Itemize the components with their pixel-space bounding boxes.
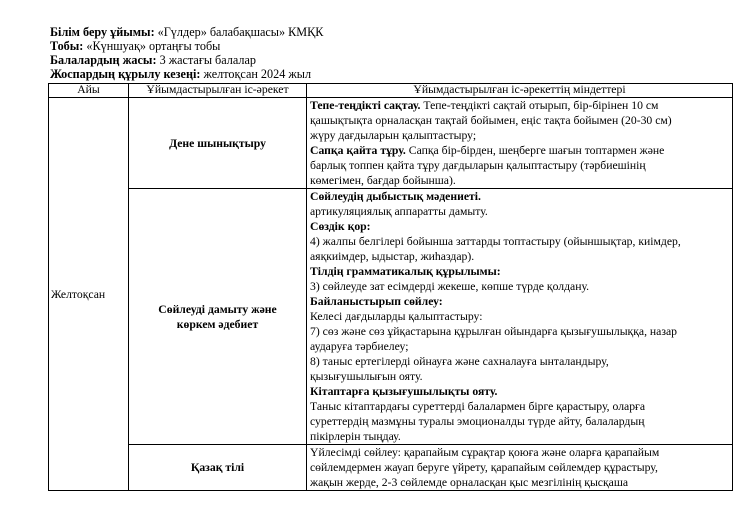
task-text: қызығушылығын ояту.: [310, 370, 423, 383]
period-label: Жоспардың құрылу кезеңі:: [50, 67, 201, 81]
task-heading: Тепе-теңдікті сақтау.: [310, 99, 421, 112]
task-line: [310, 429, 730, 444]
tasks-cell: [307, 189, 733, 445]
activity-cell: Дене шынықтыру: [129, 98, 307, 189]
task-line: [310, 354, 730, 369]
age-value: 3 жастағы балалар: [156, 53, 256, 67]
task-text: аударуға тәрбиелеу;: [310, 340, 409, 353]
task-text: сөйлемдермен жауап беруге үйрету, қарапайым сөйлемдер құрастыру,: [310, 461, 658, 474]
task-text: 8) таныс ертегілерді ойнауға және сахналауға ынталандыру,: [310, 355, 609, 368]
task-heading: Тілдің грамматикалық құрылымы:: [310, 265, 501, 278]
task-line: [310, 369, 730, 384]
table-row: [49, 189, 733, 445]
task-text: Үйлесімді сөйлеу: қарапайым сұрақтар қоюға және оларға қарапайым: [310, 446, 660, 459]
task-line: [310, 460, 730, 475]
task-text: жүру дағдыларын қалыптастыру;: [310, 129, 477, 142]
task-line: [310, 384, 730, 399]
task-text: пікірлерін тыңдау.: [310, 430, 401, 443]
period-line: [50, 67, 311, 81]
group-label: Тобы:: [50, 39, 84, 53]
activity-label: көркем әдебиет: [176, 317, 259, 331]
task-text: көмегімен, бағдар бойынша).: [310, 174, 456, 187]
org-line: [50, 25, 323, 39]
org-label: Білім беру ұйымы:: [50, 25, 155, 39]
task-line: [310, 414, 730, 429]
group-line: [50, 39, 220, 53]
task-line: [310, 445, 730, 460]
task-heading: Кітаптарға қызығушылықты ояту.: [310, 385, 498, 398]
tasks-cell: [307, 445, 733, 491]
task-line: [310, 234, 730, 249]
activity-cell: [129, 189, 307, 445]
task-line: [310, 399, 730, 414]
task-line: [310, 158, 730, 173]
task-heading: Сөздік қор:: [310, 220, 371, 233]
task-text: барлық топпен қайта тұру дағдыларын қалыптастыру (тәрбиешінің: [310, 159, 646, 172]
task-line: [310, 475, 730, 490]
task-line: [310, 143, 730, 158]
task-text: Келесі дағдыларды қалыптастыру:: [310, 310, 483, 323]
task-line: [310, 249, 730, 264]
task-heading: Байланыстырып сөйлеу:: [310, 295, 443, 308]
column-header-month: Айы: [49, 84, 129, 98]
column-header-tasks: Ұйымдастырылған іс-әрекеттің міндеттері: [307, 84, 733, 98]
task-text: 4) жалпы белгілері бойынша заттарды топтастыру (ойыншықтар, киімдер,: [310, 235, 681, 248]
table-row: [49, 98, 733, 189]
task-line: [310, 173, 730, 188]
table-row: [49, 445, 733, 491]
task-line: [310, 339, 730, 354]
month-cell: Желтоқсан: [49, 98, 129, 491]
task-line: [310, 189, 730, 204]
age-line: [50, 53, 256, 67]
task-line: [310, 324, 730, 339]
activity-label: Сөйлеуді дамыту және: [158, 302, 277, 316]
task-line: [310, 113, 730, 128]
task-line: [310, 219, 730, 234]
task-line: [310, 279, 730, 294]
task-text: жақын жерде, 2-3 сөйлемде орналасқан қыс мезгілінің қысқаша: [310, 476, 629, 489]
task-text: аяқкиімдер, ыдыстар, жиһаздар).: [310, 250, 475, 263]
task-text: Тепе-теңдікті сақтай отырып, бір-бірінен 10 см: [420, 99, 659, 112]
plan-table: [48, 83, 733, 491]
column-header-activity: Ұйымдастырылған іс-әрекет: [129, 84, 307, 98]
task-text: Таныс кітаптардағы суреттерді балалармен бірге қарастыру, оларға: [310, 400, 646, 413]
task-text: артикуляциялық аппаратты дамыту.: [310, 205, 488, 218]
tasks-cell: [307, 98, 733, 189]
age-label: Балалардың жасы:: [50, 53, 157, 67]
period-value: желтоқсан 2024 жыл: [200, 67, 312, 81]
task-text: қашықтықта орналасқан тақтай бойымен, еңіс тақта бойымен (20-30 см): [310, 114, 672, 127]
task-text: 3) сөйлеуде зат есімдерді жекеше, көпше түрде қолдану.: [310, 280, 590, 293]
activity-cell: Қазақ тілі: [129, 445, 307, 491]
task-line: [310, 264, 730, 279]
task-line: [310, 128, 730, 143]
task-heading: Сапқа қайта тұру.: [310, 144, 406, 157]
org-value: «Гүлдер» балабақшасы» КМҚК: [154, 25, 324, 39]
task-line: [310, 309, 730, 324]
task-text: 7) сөз және сөз ұйқастарына құрылған ойындарға қызығушылыққа, назар: [310, 325, 678, 338]
task-heading: Сөйлеудің дыбыстық мәдениеті.: [310, 190, 481, 203]
task-line: [310, 294, 730, 309]
table-header-row: [49, 84, 733, 98]
task-line: [310, 204, 730, 219]
task-text: суреттердің мазмұны туралы эмоционалды түрде айту, балалардың: [310, 415, 645, 428]
group-value: «Күншуақ» ортаңғы тобы: [83, 39, 221, 53]
task-line: [310, 98, 730, 113]
task-text: Сапқа бір-бірден, шеңберге шағын топтармен және: [405, 144, 665, 157]
